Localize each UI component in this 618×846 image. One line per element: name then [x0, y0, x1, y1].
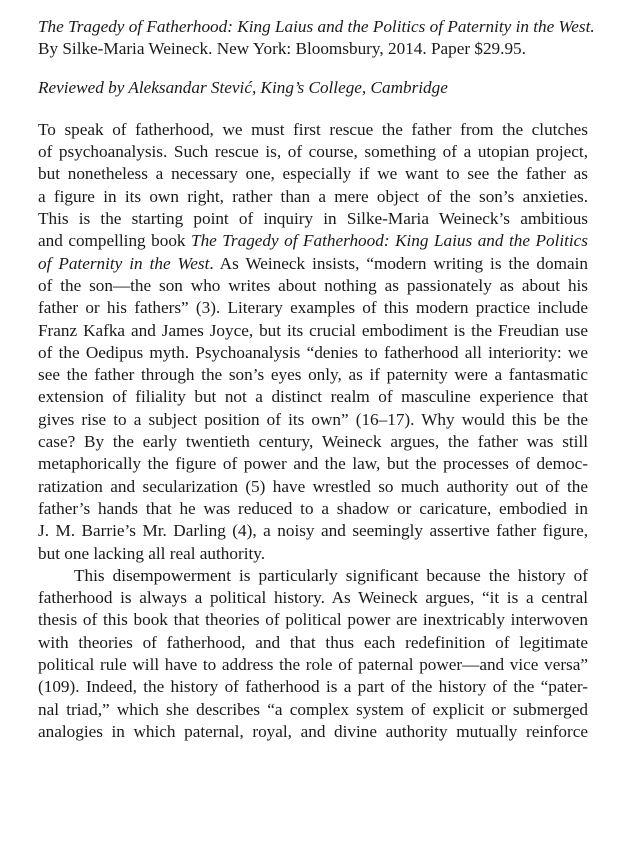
text-line: thesis of this book that theories of political power are inextricably interwoven: [38, 610, 588, 630]
review-body: [38, 119, 588, 743]
text-line: Franz Kafka and James Joyce, but its crucial embodiment is the Freudian use: [38, 320, 588, 340]
text-line: metaphorically the figure of power and the law, but the processes of democ-: [38, 454, 588, 474]
text-line: but one lacking all real authority.: [38, 543, 266, 563]
paragraph-1: [38, 119, 588, 565]
text-line: gives rise to a subject position of its own” (16–17). Why would this be the: [38, 409, 588, 429]
text-line: nal triad,” which she describes “a complex system of explicit or submerged: [38, 699, 588, 719]
text-line: fatherhood is always a political history. As Weineck argues, “it is a central: [38, 588, 588, 608]
text-line: (109). Indeed, the history of fatherhood is a part of the history of the “pater-: [38, 677, 588, 697]
text-line: with theories of fatherhood, and that thus each redefinition of legitimate: [38, 632, 588, 652]
publication-info: By Silke-Maria Weineck. New York: Bloomsbury, 2014. Paper $29.95.: [38, 39, 526, 59]
text-line: [38, 230, 588, 252]
review-page: [38, 16, 595, 743]
text-line: see the father through the son’s eyes only, as if paternity were a fantasmatic: [38, 365, 588, 385]
text-line: To speak of fatherhood, we must first rescue the father from the clutches: [38, 119, 588, 139]
paragraph-2: [38, 565, 588, 743]
text-line: ratization and secularization (5) have wrestled so much authority out of the: [38, 476, 588, 496]
text-line: father or his fathers” (3). Literary examples of this modern practice include: [38, 298, 588, 318]
book-title-inline: The Tragedy of Fatherhood: King Laius and the Politics: [191, 231, 588, 251]
book-citation: [38, 16, 595, 61]
text-line: J. M. Barrie’s Mr. Darling (4), a noisy and seemingly assertive father figure,: [38, 521, 588, 541]
text-line: case? By the early twentieth century, Weineck argues, the father was still: [38, 432, 588, 452]
text-line: political rule will have to address the role of paternal power—and vice versa”: [38, 655, 588, 675]
book-title: The Tragedy of Fatherhood: King Laius and the Politics of Paternity in the West.: [38, 17, 595, 36]
text-line: [38, 253, 588, 275]
book-title-inline: of Paternity in the West: [38, 253, 210, 273]
text-line: of psychoanalysis. Such rescue is, of course, something of a utopian project,: [38, 142, 588, 162]
text-line: of the Oedipus myth. Psychoanalysis “denies to fatherhood all interiority: we: [38, 342, 588, 362]
text-line: This is the starting point of inquiry in Silke-Maria Weineck’s ambitious: [38, 209, 588, 229]
text-line: analogies in which paternal, royal, and divine authority mutually reinforce: [38, 721, 588, 741]
text-line: father’s hands that he was reduced to a shadow or caricature, embodied in: [38, 498, 588, 518]
text-line: This disempowerment is particularly significant because the history of: [74, 565, 588, 585]
text-line: a figure in its own right, rather than a mere object of the son’s anxieties.: [38, 186, 588, 206]
reviewer-line: Reviewed by Aleksandar Stević, King’s College, Cambridge: [38, 77, 448, 97]
text-segment: . As Weineck insists, “modern writing is the domain: [209, 253, 588, 273]
text-line: of the son—the son who writes about nothing as passionately as about his: [38, 275, 588, 295]
text-line: but nonetheless a necessary one, especially if we want to see the father as: [38, 164, 588, 184]
text-line: extension of filiality but not a distinct realm of masculine experience that: [38, 387, 588, 407]
text-segment: and compelling book: [38, 231, 192, 251]
